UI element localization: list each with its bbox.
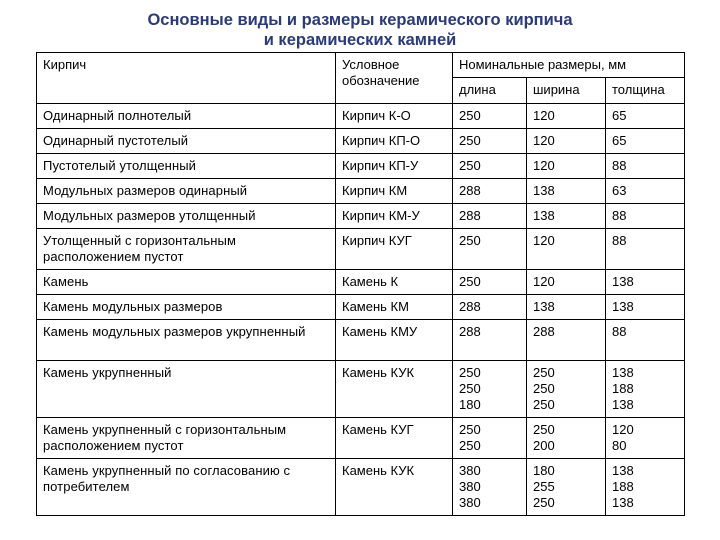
brick-sizes-table [36, 52, 685, 516]
table-row [37, 229, 685, 270]
dimension-value: 138 [533, 208, 555, 223]
table-row [37, 459, 685, 516]
designation-cell: Кирпич КП-У [336, 154, 453, 179]
width-cell [527, 179, 606, 204]
table-row [37, 418, 685, 459]
page-title [0, 10, 720, 50]
dimension-value: 250 [459, 133, 481, 148]
designation-cell: Камень КУК [336, 459, 453, 516]
thickness-cell [606, 129, 685, 154]
width-cell [527, 154, 606, 179]
length-cell [453, 270, 527, 295]
brick-name-cell: Камень [37, 270, 336, 295]
width-cell [527, 270, 606, 295]
dimension-value: 120 [533, 108, 555, 123]
dimension-value: 250 [533, 365, 555, 380]
thickness-cell [606, 154, 685, 179]
dimension-value: 380 [459, 495, 481, 510]
table-row [37, 129, 685, 154]
brick-name-cell: Камень модульных размеров [37, 295, 336, 320]
width-cell [527, 295, 606, 320]
dimension-value: 288 [459, 208, 481, 223]
thickness-cell [606, 104, 685, 129]
table-row [37, 104, 685, 129]
dimension-value: 138 [612, 397, 634, 412]
length-cell [453, 361, 527, 418]
designation-cell: Кирпич КМ [336, 179, 453, 204]
dimension-value: 250 [459, 365, 481, 380]
dimension-value: 380 [459, 463, 481, 478]
brick-name-cell: Модульных размеров одинарный [37, 179, 336, 204]
dimension-value: 288 [533, 324, 555, 339]
designation-cell: Камень К [336, 270, 453, 295]
dimension-value: 120 [533, 133, 555, 148]
designation-cell: Кирпич КУГ [336, 229, 453, 270]
thickness-cell [606, 459, 685, 516]
dimension-value: 80 [612, 438, 627, 453]
width-cell [527, 418, 606, 459]
dimension-value: 138 [612, 365, 634, 380]
dimension-value: 288 [459, 183, 481, 198]
dimension-value: 250 [533, 422, 555, 437]
dimension-value: 138 [533, 183, 555, 198]
length-cell [453, 418, 527, 459]
dimension-value: 138 [533, 299, 555, 314]
length-cell [453, 295, 527, 320]
dimension-value: 120 [533, 274, 555, 289]
length-cell [453, 129, 527, 154]
thickness-cell [606, 270, 685, 295]
thickness-cell [606, 361, 685, 418]
brick-name-cell: Модульных размеров утолщенный [37, 204, 336, 229]
dimension-value: 250 [533, 397, 555, 412]
dimension-value: 180 [459, 397, 481, 412]
dimension-value: 88 [612, 158, 627, 173]
length-cell [453, 104, 527, 129]
designation-cell: Кирпич КМ-У [336, 204, 453, 229]
dimension-value: 138 [612, 299, 634, 314]
dimension-value: 138 [612, 495, 634, 510]
width-cell [527, 459, 606, 516]
dimension-value: 255 [533, 479, 555, 494]
brick-name-cell: Одинарный пустотелый [37, 129, 336, 154]
header-row [37, 53, 685, 78]
dimension-value: 250 [459, 274, 481, 289]
dimension-value: 250 [459, 422, 481, 437]
dimension-value: 288 [459, 324, 481, 339]
width-cell [527, 361, 606, 418]
length-cell [453, 320, 527, 361]
thickness-cell [606, 295, 685, 320]
length-cell [453, 204, 527, 229]
dimension-value: 200 [533, 438, 555, 453]
length-cell [453, 459, 527, 516]
dimension-value: 188 [612, 381, 634, 396]
dimension-value: 250 [533, 381, 555, 396]
thickness-cell [606, 204, 685, 229]
header-width: ширина [527, 78, 606, 104]
width-cell [527, 204, 606, 229]
length-cell [453, 179, 527, 204]
dimension-value: 188 [612, 479, 634, 494]
dimension-value: 250 [459, 158, 481, 173]
title-line-2: и керамических камней [263, 31, 457, 49]
thickness-cell [606, 179, 685, 204]
dimension-value: 65 [612, 108, 627, 123]
brick-name-cell: Пустотелый утолщенный [37, 154, 336, 179]
designation-cell: Камень КМУ [336, 320, 453, 361]
dimension-value: 138 [612, 463, 634, 478]
thickness-cell [606, 320, 685, 361]
length-cell [453, 229, 527, 270]
thickness-cell [606, 418, 685, 459]
dimension-value: 120 [612, 422, 634, 437]
dimension-value: 88 [612, 233, 627, 248]
header-nominal-sizes: Номинальные размеры, мм [453, 53, 685, 78]
table-row [37, 270, 685, 295]
dimension-value: 63 [612, 183, 627, 198]
designation-cell: Кирпич КП-О [336, 129, 453, 154]
dimension-value: 250 [459, 108, 481, 123]
header-designation: Условное обозначение [336, 53, 453, 104]
width-cell [527, 229, 606, 270]
thickness-cell [606, 229, 685, 270]
designation-cell: Камень КМ [336, 295, 453, 320]
brick-name-cell: Камень укрупненный с горизонтальным расположением пустот [37, 418, 336, 459]
dimension-value: 120 [533, 233, 555, 248]
designation-cell: Камень КУК [336, 361, 453, 418]
dimension-value: 288 [459, 299, 481, 314]
header-brick: Кирпич [37, 53, 336, 104]
table-row [37, 320, 685, 361]
brick-name-cell: Камень укрупненный [37, 361, 336, 418]
table-row [37, 154, 685, 179]
brick-name-cell: Одинарный полнотелый [37, 104, 336, 129]
dimension-value: 88 [612, 324, 627, 339]
designation-cell: Камень КУГ [336, 418, 453, 459]
dimension-value: 120 [533, 158, 555, 173]
dimension-value: 250 [459, 438, 481, 453]
brick-name-cell: Камень укрупненный по согласованию с потребителем [37, 459, 336, 516]
dimension-value: 88 [612, 208, 627, 223]
dimension-value: 250 [533, 495, 555, 510]
dimension-value: 138 [612, 274, 634, 289]
brick-name-cell: Утолщенный с горизонтальным расположением пустот [37, 229, 336, 270]
header-thickness: толщина [606, 78, 685, 104]
dimension-value: 250 [459, 233, 481, 248]
table-row [37, 204, 685, 229]
dimension-value: 380 [459, 479, 481, 494]
width-cell [527, 320, 606, 361]
designation-cell: Кирпич К-О [336, 104, 453, 129]
width-cell [527, 104, 606, 129]
dimension-value: 250 [459, 381, 481, 396]
length-cell [453, 154, 527, 179]
width-cell [527, 129, 606, 154]
header-length: длина [453, 78, 527, 104]
table-row [37, 179, 685, 204]
brick-name-cell: Камень модульных размеров укрупненный [37, 320, 336, 361]
title-line-1: Основные виды и размеры керамического кирпича [147, 11, 573, 29]
table-row [37, 295, 685, 320]
dimension-value: 65 [612, 133, 627, 148]
table-row [37, 361, 685, 418]
dimension-value: 180 [533, 463, 555, 478]
